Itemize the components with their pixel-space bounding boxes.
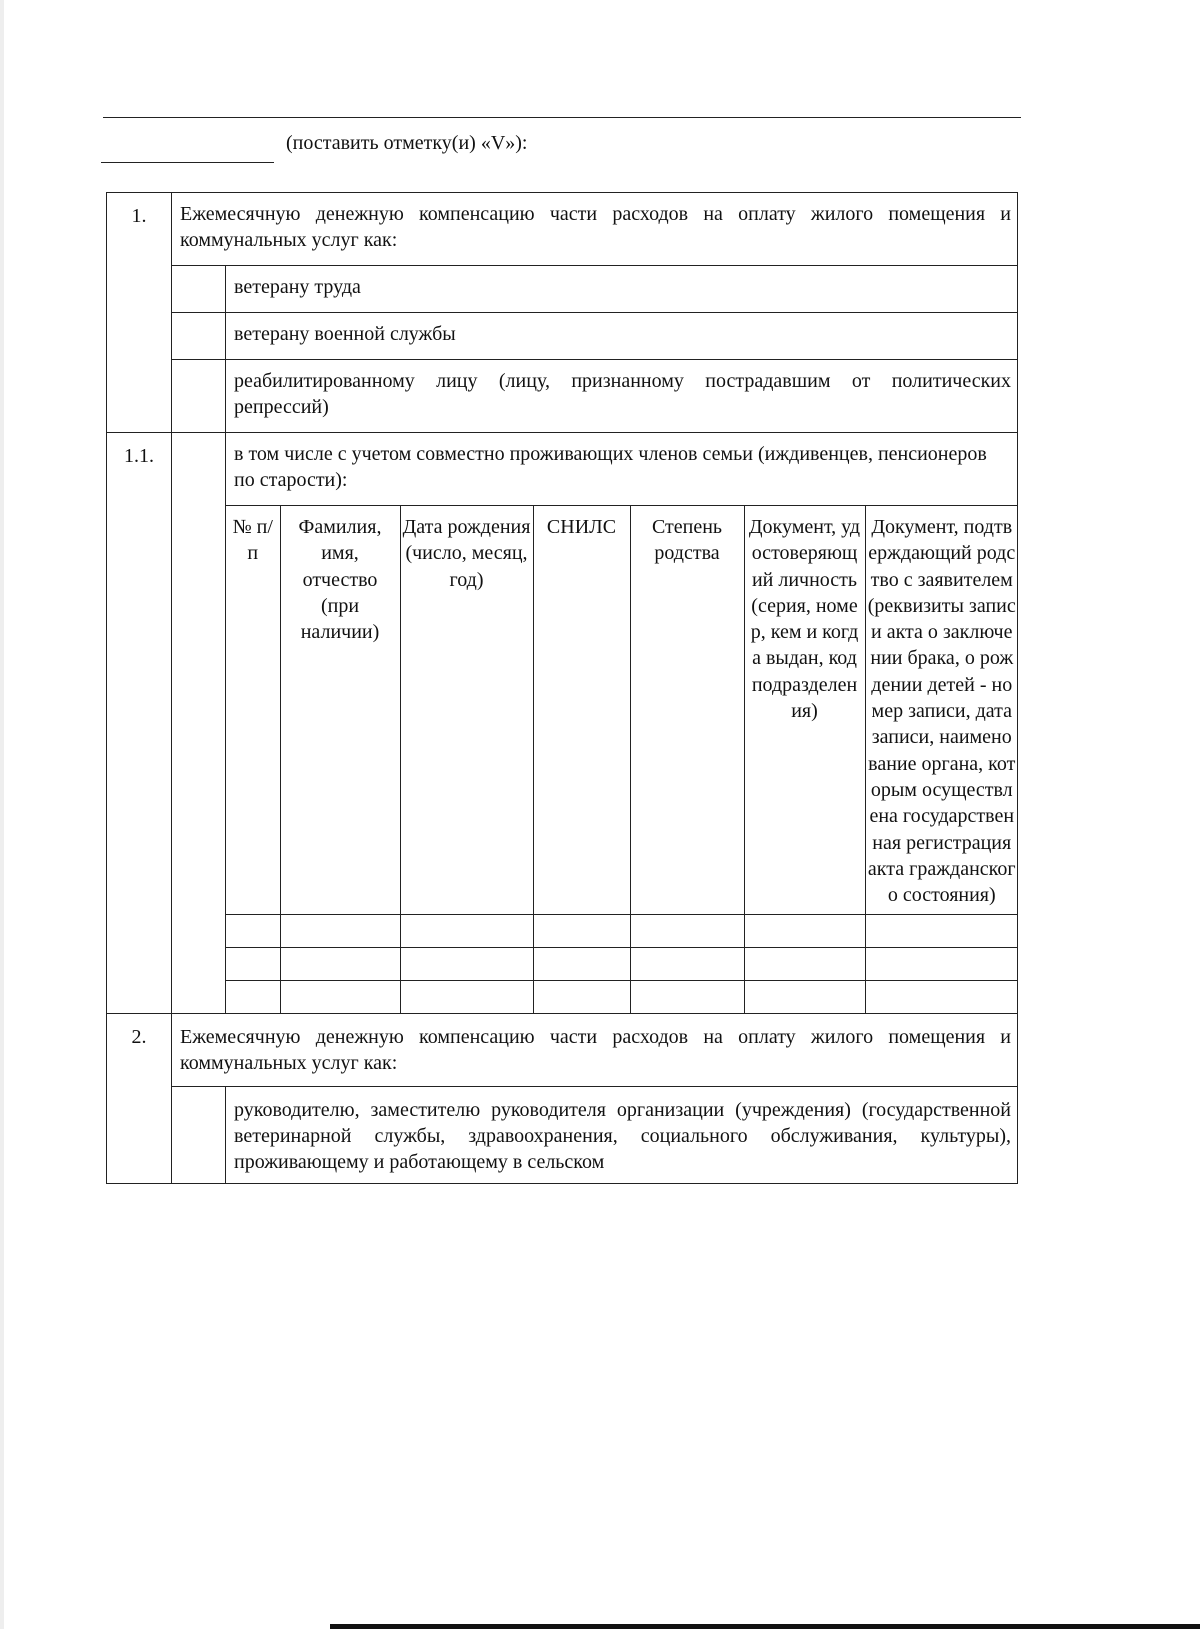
option-veteran-labor: ветерану труда xyxy=(226,266,1018,313)
cell-identity-doc[interactable] xyxy=(744,948,865,981)
scan-bottom-edge xyxy=(330,1624,1200,1629)
application-form-table xyxy=(106,192,1018,1184)
cell-snils[interactable] xyxy=(533,948,630,981)
section-1-title: Ежемесячную денежную компенсацию части расходов на оплату жилого помещения и коммунальных услуг как: xyxy=(172,193,1018,266)
section-2-number: 2. xyxy=(107,1014,172,1184)
option-row xyxy=(107,360,1018,433)
section-1-title-row xyxy=(107,193,1018,266)
checkbox-rehabilitated[interactable] xyxy=(172,360,226,433)
option-rehabilitated: реабилитированному лицу (лицу, признанному пострадавшим от политических репрессий) xyxy=(226,360,1018,433)
family-members-table xyxy=(226,506,1018,1013)
option-row xyxy=(107,1087,1018,1184)
cell-relation-doc[interactable] xyxy=(865,948,1018,981)
cell-snils[interactable] xyxy=(533,915,630,948)
section-1-number: 1. xyxy=(107,193,172,433)
section-2-title: Ежемесячную денежную компенсацию части расходов на оплату жилого помещения и коммунальных услуг как: xyxy=(172,1014,1018,1087)
col-header-snils: СНИЛС xyxy=(533,506,630,915)
family-table-cell xyxy=(226,506,1018,1014)
cell-identity-doc[interactable] xyxy=(744,915,865,948)
section-1-1-title: в том числе с учетом совместно проживающих членов семьи (иждивенцев, пенсионеров по старости): xyxy=(226,433,1018,506)
cell-relation[interactable] xyxy=(630,915,744,948)
cell-birth-date[interactable] xyxy=(400,981,533,1014)
mark-instruction: (поставить отметку(и) «V»): xyxy=(286,132,528,154)
checkbox-veteran-labor[interactable] xyxy=(172,266,226,313)
option-row xyxy=(107,313,1018,360)
cell-birth-date[interactable] xyxy=(400,915,533,948)
family-data-row xyxy=(226,948,1018,981)
cell-snils[interactable] xyxy=(533,981,630,1014)
cell-birth-date[interactable] xyxy=(400,948,533,981)
cell-relation[interactable] xyxy=(630,948,744,981)
section-1-1-title-row xyxy=(107,433,1018,506)
col-header-identity-doc: Документ, удостоверяющий личность (серия, номер, кем и когда выдан, код подразделения) xyxy=(744,506,865,915)
cell-identity-doc[interactable] xyxy=(744,981,865,1014)
col-header-full-name: Фамилия, имя, отчество (при наличии) xyxy=(280,506,400,915)
cell-number[interactable] xyxy=(226,948,280,981)
cell-number[interactable] xyxy=(226,981,280,1014)
short-rule xyxy=(101,162,274,163)
section-1-1-number: 1.1. xyxy=(107,433,172,1014)
cell-full-name[interactable] xyxy=(280,948,400,981)
col-header-birth-date: Дата рождения (число, месяц, год) xyxy=(400,506,533,915)
family-header-row xyxy=(226,506,1018,915)
cell-relation-doc[interactable] xyxy=(865,981,1018,1014)
top-rule xyxy=(103,117,1021,118)
cell-relation-doc[interactable] xyxy=(865,915,1018,948)
family-data-row xyxy=(226,915,1018,948)
col-header-relation-doc: Документ, подтверждающий родство с заявителем (реквизиты записи акта о заключении брака, о рождении детей - номер записи, дата записи, наименование органа, которым осуществлена государственная регистрация акта гражданского состояния) xyxy=(865,506,1018,915)
col-header-relation: Степень родства xyxy=(630,506,744,915)
checkbox-veteran-military[interactable] xyxy=(172,313,226,360)
option-organization-head: руководителю, заместителю руководителя организации (учреждения) (государственной ветеринарной службы, здравоохранения, социального обслуживания, культуры), проживающему и работающему в сельском xyxy=(226,1087,1018,1184)
cell-number[interactable] xyxy=(226,915,280,948)
section-2-title-row xyxy=(107,1014,1018,1087)
option-row xyxy=(107,266,1018,313)
cell-relation[interactable] xyxy=(630,981,744,1014)
col-header-number: № п/п xyxy=(226,506,280,915)
checkbox-organization-head[interactable] xyxy=(172,1087,226,1184)
cell-full-name[interactable] xyxy=(280,915,400,948)
option-veteran-military: ветерану военной службы xyxy=(226,313,1018,360)
family-data-row xyxy=(226,981,1018,1014)
family-table-row xyxy=(107,506,1018,1014)
cell-full-name[interactable] xyxy=(280,981,400,1014)
checkbox-family-members[interactable] xyxy=(172,433,226,1014)
scan-edge xyxy=(0,0,4,1629)
